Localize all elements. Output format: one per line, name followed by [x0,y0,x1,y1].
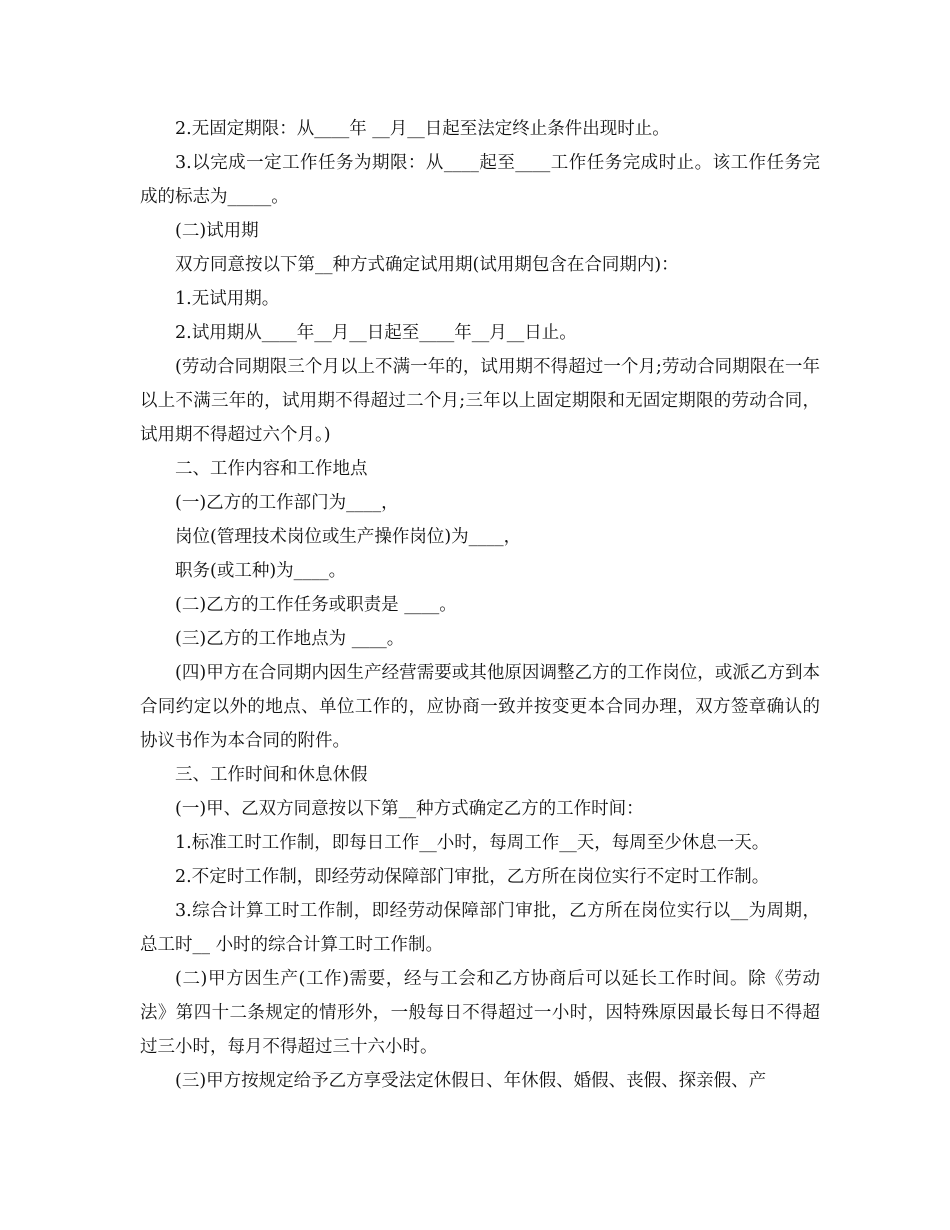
clause-paragraph: (一)甲、乙双方同意按以下第__种方式确定乙方的工作时间： [175,799,644,819]
note-paragraph: (劳动合同期限三个月以上不满一年的，试用期不得超过一个月;劳动合同期限在一年以上不满三年的，试用期不得超过二个月;三年以上固定期限和无固定期限的劳动合同，试用期不得超过六个月。) [140,357,820,445]
section-heading: 二、工作内容和工作地点 [175,459,368,479]
clause-paragraph: 职务(或工种)为____。 [175,561,347,581]
clause-paragraph: 1.无试用期。 [175,289,280,309]
clause-paragraph: (二)乙方的工作任务或职责是 ____。 [175,595,457,615]
clause-paragraph: (一)乙方的工作部门为____， [175,493,399,513]
clause-paragraph: (四)甲方在合同期内因生产经营需要或其他原因调整乙方的工作岗位，或派乙方到本合同约定以外的地点、单位工作的，应协商一致并按变更本合同办理，双方签章确认的协议书作为本合同的附件。 [140,663,820,751]
clause-paragraph: (二)甲方因生产(工作)需要，经与工会和乙方协商后可以延长工作时间。除《劳动法》第四十二条规定的情形外，一般每日不得超过一小时，因特殊原因最长每日不得超过三小时，每月不得超过三十六小时。 [140,969,820,1057]
clause-paragraph: 双方同意按以下第__种方式确定试用期(试用期包含在合同期内)： [175,255,679,275]
section-heading: 三、工作时间和休息休假 [175,765,368,785]
clause-paragraph: 2.不定时工作制，即经劳动保障部门审批，乙方所在岗位实行不定时工作制。 [175,867,770,887]
clause-paragraph: 2.无固定期限：从____年 __月__日起至法定终止条件出现时止。 [175,119,670,139]
clause-paragraph: 3.以完成一定工作任务为期限：从____起至____工作任务完成时止。该工作任务完成的标志为_____。 [140,153,820,207]
clause-paragraph: 2.试用期从____年__月__日起至____年__月__日止。 [175,323,577,343]
clause-paragraph: 1.标准工时工作制，即每日工作__小时，每周工作__天，每周至少休息一天。 [175,833,770,853]
clause-paragraph: 3.综合计算工时工作制，即经劳动保障部门审批，乙方所在岗位实行以__为周期，总工时__ 小时的综合计算工时工作制。 [140,901,820,955]
clause-paragraph: 岗位(管理技术岗位或生产操作岗位)为____， [175,527,522,547]
clause-paragraph: (三)甲方按规定给予乙方享受法定休假日、年休假、婚假、丧假、探亲假、产 [175,1071,767,1091]
clause-paragraph: (三)乙方的工作地点为 ____。 [175,629,405,649]
document-body [140,112,820,1098]
section-heading: (二)试用期 [175,221,259,241]
